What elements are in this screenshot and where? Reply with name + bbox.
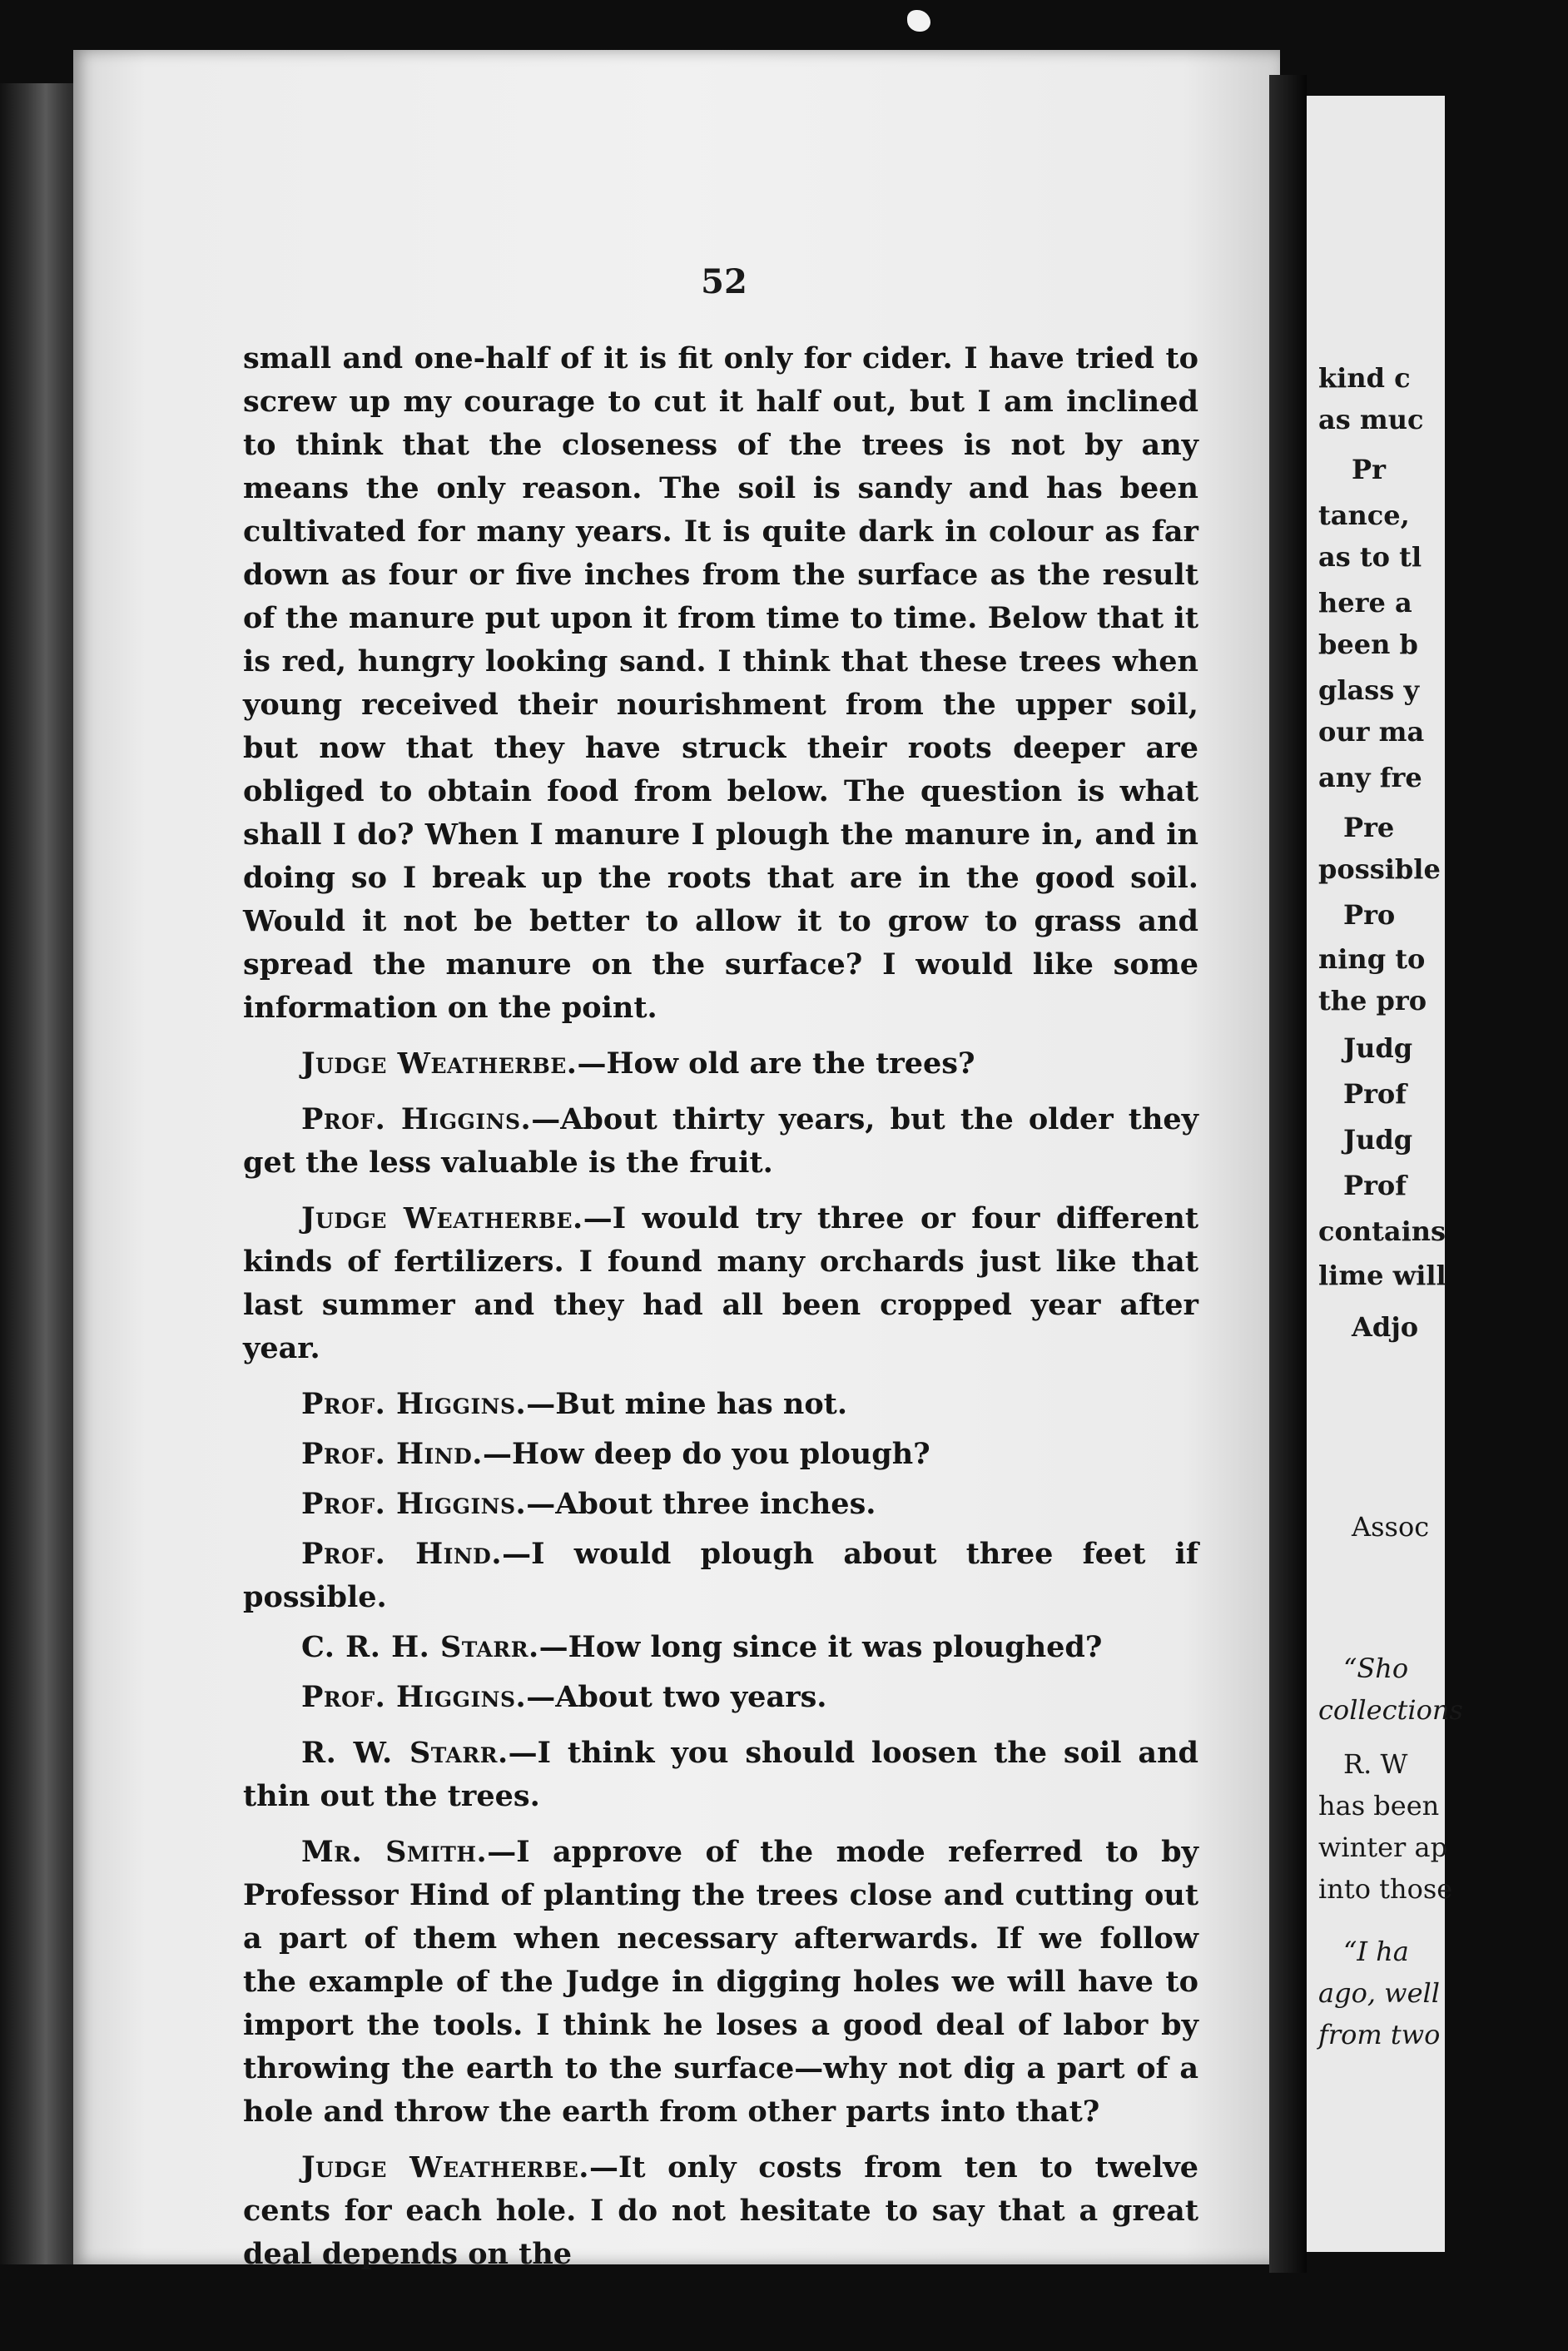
facing-line: “Sho — [1343, 1653, 1409, 1684]
facing-line: Assoc — [1352, 1511, 1430, 1543]
paragraph — [243, 1676, 1198, 1719]
paragraph — [243, 1533, 1198, 1619]
speaker-name: Prof. Higgins. — [301, 1680, 527, 1714]
dust-speck — [907, 10, 930, 32]
paragraph — [243, 1483, 1198, 1526]
facing-line: kind c — [1318, 362, 1411, 394]
facing-line: Pre — [1343, 812, 1395, 843]
facing-line: ning to — [1318, 943, 1426, 975]
facing-line: Judg — [1343, 1032, 1413, 1064]
paragraph — [243, 1383, 1198, 1426]
facing-line: Adjo — [1352, 1311, 1419, 1343]
facing-line: into those — [1318, 1873, 1453, 1905]
facing-line: Pr — [1352, 454, 1386, 485]
speaker-name: Mr. Smith. — [301, 1835, 488, 1869]
facing-line: winter ap — [1318, 1832, 1448, 1863]
speaker-name: Prof. Hind. — [301, 1537, 503, 1571]
paragraph-text: —I approve of the mode referred to by Professor Hind of planting the trees close and cutting out a part of them when necessary afterwards. If we follow the example of the Judge in digging holes we will have to import the tools. I think he loses a good deal of labor by throwing the earth to the surface—why not dig a part of a hole and throw the earth from other parts into that? — [243, 1835, 1198, 2129]
paragraph — [243, 1732, 1198, 1818]
paragraph — [243, 1098, 1198, 1185]
speaker-name: Prof. Higgins. — [301, 1387, 527, 1421]
paragraph-text: —How deep do you plough? — [482, 1437, 930, 1471]
paragraph-text: —But mine has not. — [526, 1387, 848, 1421]
paragraph — [243, 1831, 1198, 2134]
paragraph — [243, 1433, 1198, 1476]
speaker-name: C. R. H. Starr. — [301, 1630, 539, 1664]
speaker-name: R. W. Starr. — [301, 1736, 509, 1770]
facing-line: collections — [1318, 1694, 1463, 1726]
facing-line: from two — [1318, 2019, 1441, 2050]
facing-line: R. W — [1343, 1748, 1408, 1780]
facing-line: “I ha — [1343, 1936, 1409, 1967]
facing-line: Judg — [1343, 1124, 1413, 1156]
page-body — [243, 337, 1198, 2276]
facing-page — [1307, 96, 1463, 2252]
facing-line: Pro — [1343, 899, 1396, 931]
facing-line: lime will — [1318, 1260, 1446, 1291]
paragraph — [243, 1197, 1198, 1370]
paragraph — [243, 1626, 1198, 1669]
speaker-name: Judge Weatherbe. — [301, 1046, 578, 1081]
facing-line: our ma — [1318, 716, 1425, 748]
paragraph-text: —I think you should loosen the soil and thin out the trees. — [243, 1736, 1198, 1813]
facing-line: the pro — [1318, 985, 1427, 1016]
facing-line: has been — [1318, 1790, 1440, 1822]
paragraph — [243, 1042, 1198, 1086]
facing-line: as muc — [1318, 404, 1424, 435]
paragraph-text: —It only costs from ten to twelve cents for each hole. I do not hesitate to say that a great deal depends on the — [243, 2150, 1198, 2271]
facing-line: been b — [1318, 629, 1418, 660]
paragraph-text: —About three inches. — [526, 1487, 876, 1521]
facing-line: glass y — [1318, 674, 1420, 706]
facing-line: any fre — [1318, 762, 1422, 793]
speaker-name: Prof. Higgins. — [301, 1102, 532, 1136]
speaker-name: Judge Weatherbe. — [301, 2150, 589, 2184]
paragraph-text: —How long since it was ploughed? — [538, 1630, 1103, 1664]
paragraph-text: small and one-half of it is fit only for cider. I have tried to screw up my courage to cut it half out, but I am inclined to think that the closeness of the trees is not by any means the only reason. The soil is sandy and has been cultivated for many years. It is quite dark in colour as far down as four or five inches from the surface as the result of the manure put upon it from time to time. Below that it is red, hungry looking sand. I think that these trees when young received their nourishment from the upper soil, but now that they have struck their roots deeper are obliged to obtain food from below. The question is what shall I do? When I manure I plough the manure in, and in doing so I break up the roots that are in the good soil. Would it not be better to allow it to grow to grass and spread the manure on the surface? I would like some information on the point. — [243, 341, 1198, 1025]
facing-line: contains — [1318, 1215, 1446, 1247]
facing-line: Prof — [1343, 1078, 1407, 1110]
speaker-name: Prof. Higgins. — [301, 1487, 527, 1521]
paragraph-text: —About two years. — [526, 1680, 827, 1714]
facing-line: here a — [1318, 587, 1412, 619]
paragraph-text: —I would try three or four different kinds of fertilizers. I found many orchards just like that last summer and they had all been cropped year after year. — [243, 1201, 1199, 1365]
page-number: 52 — [701, 262, 747, 301]
facing-line: possible — [1318, 853, 1441, 885]
facing-line: Prof — [1343, 1170, 1407, 1201]
paragraph-text: —I would plough about three feet if possible. — [243, 1537, 1198, 1614]
facing-line: tance, — [1318, 500, 1410, 531]
speaker-name: Judge Weatherbe. — [301, 1201, 583, 1235]
paragraph — [243, 2146, 1198, 2276]
paragraph-text: —About thirty years, but the older they get the less valuable is the fruit. — [243, 1102, 1198, 1180]
paragraph-text: —How old are the trees? — [577, 1046, 975, 1081]
facing-line: as to tl — [1318, 541, 1422, 573]
facing-line: ago, well — [1318, 1977, 1440, 2009]
paragraph — [243, 337, 1198, 1030]
book-binding — [0, 83, 83, 2264]
page-gutter — [1269, 75, 1307, 2273]
speaker-name: Prof. Hind. — [301, 1437, 483, 1471]
